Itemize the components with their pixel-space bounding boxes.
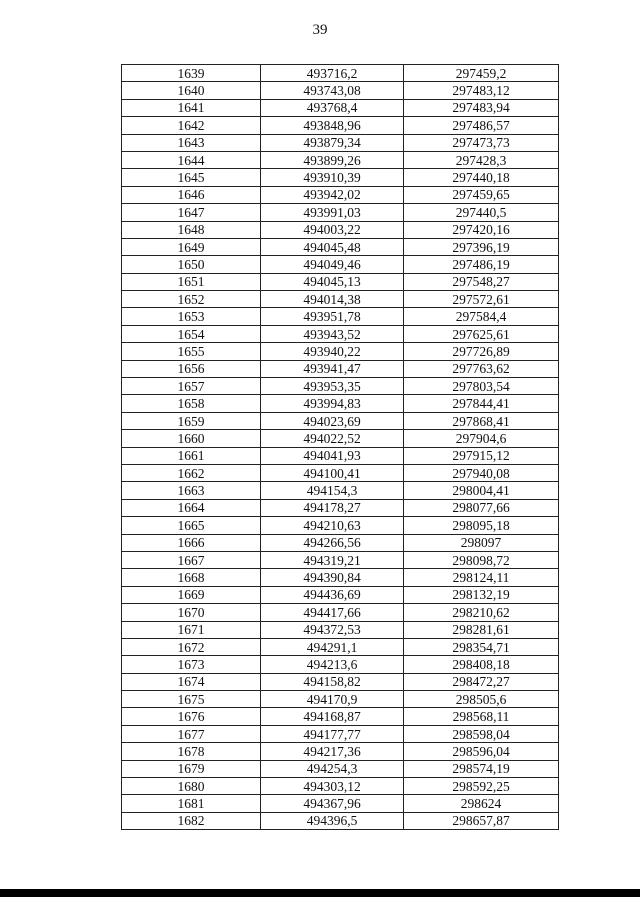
x-coordinate-cell: 494266,56 xyxy=(261,534,404,551)
point-number-cell: 1647 xyxy=(122,204,261,221)
point-number-cell: 1641 xyxy=(122,99,261,116)
point-number-cell: 1672 xyxy=(122,638,261,655)
point-number-cell: 1655 xyxy=(122,343,261,360)
x-coordinate-cell: 493910,39 xyxy=(261,169,404,186)
table-row xyxy=(122,291,559,308)
table-row xyxy=(122,151,559,168)
y-coordinate-cell: 297420,16 xyxy=(404,221,559,238)
coordinates-table xyxy=(121,64,559,830)
table-row xyxy=(122,325,559,342)
point-number-cell: 1664 xyxy=(122,499,261,516)
y-coordinate-cell: 297572,61 xyxy=(404,291,559,308)
point-number-cell: 1679 xyxy=(122,760,261,777)
point-number-cell: 1652 xyxy=(122,291,261,308)
point-number-cell: 1674 xyxy=(122,673,261,690)
y-coordinate-cell: 298095,18 xyxy=(404,517,559,534)
point-number-cell: 1676 xyxy=(122,708,261,725)
y-coordinate-cell: 298210,62 xyxy=(404,604,559,621)
table-row xyxy=(122,204,559,221)
y-coordinate-cell: 298281,61 xyxy=(404,621,559,638)
table-row xyxy=(122,604,559,621)
y-coordinate-cell: 297483,94 xyxy=(404,99,559,116)
x-coordinate-cell: 494303,12 xyxy=(261,778,404,795)
table-row xyxy=(122,238,559,255)
y-coordinate-cell: 297904,6 xyxy=(404,430,559,447)
table-row xyxy=(122,134,559,151)
point-number-cell: 1678 xyxy=(122,743,261,760)
y-coordinate-cell: 298472,27 xyxy=(404,673,559,690)
table-row xyxy=(122,221,559,238)
x-coordinate-cell: 493941,47 xyxy=(261,360,404,377)
table-row xyxy=(122,378,559,395)
table-row xyxy=(122,343,559,360)
point-number-cell: 1660 xyxy=(122,430,261,447)
scan-edge-bar xyxy=(0,889,640,897)
table-row xyxy=(122,673,559,690)
y-coordinate-cell: 298097 xyxy=(404,534,559,551)
point-number-cell: 1680 xyxy=(122,778,261,795)
point-number-cell: 1666 xyxy=(122,534,261,551)
y-coordinate-cell: 297440,18 xyxy=(404,169,559,186)
x-coordinate-cell: 493743,08 xyxy=(261,82,404,99)
y-coordinate-cell: 298077,66 xyxy=(404,499,559,516)
y-coordinate-cell: 298657,87 xyxy=(404,812,559,829)
table-row xyxy=(122,517,559,534)
point-number-cell: 1682 xyxy=(122,812,261,829)
y-coordinate-cell: 297473,73 xyxy=(404,134,559,151)
x-coordinate-cell: 494396,5 xyxy=(261,812,404,829)
x-coordinate-cell: 494045,13 xyxy=(261,273,404,290)
table-row xyxy=(122,464,559,481)
table-row xyxy=(122,308,559,325)
point-number-cell: 1661 xyxy=(122,447,261,464)
table-row xyxy=(122,621,559,638)
x-coordinate-cell: 493951,78 xyxy=(261,308,404,325)
x-coordinate-cell: 493991,03 xyxy=(261,204,404,221)
point-number-cell: 1658 xyxy=(122,395,261,412)
x-coordinate-cell: 494154,3 xyxy=(261,482,404,499)
point-number-cell: 1649 xyxy=(122,238,261,255)
y-coordinate-cell: 298098,72 xyxy=(404,551,559,568)
y-coordinate-cell: 297428,3 xyxy=(404,151,559,168)
point-number-cell: 1642 xyxy=(122,117,261,134)
point-number-cell: 1671 xyxy=(122,621,261,638)
x-coordinate-cell: 493953,35 xyxy=(261,378,404,395)
x-coordinate-cell: 494210,63 xyxy=(261,517,404,534)
table-row xyxy=(122,586,559,603)
x-coordinate-cell: 493716,2 xyxy=(261,65,404,82)
table-row xyxy=(122,186,559,203)
table-row xyxy=(122,812,559,829)
table-row xyxy=(122,743,559,760)
table-row xyxy=(122,256,559,273)
y-coordinate-cell: 298004,41 xyxy=(404,482,559,499)
y-coordinate-cell: 297483,12 xyxy=(404,82,559,99)
table-row xyxy=(122,65,559,82)
x-coordinate-cell: 494041,93 xyxy=(261,447,404,464)
table-row xyxy=(122,412,559,429)
point-number-cell: 1651 xyxy=(122,273,261,290)
x-coordinate-cell: 494254,3 xyxy=(261,760,404,777)
point-number-cell: 1675 xyxy=(122,691,261,708)
x-coordinate-cell: 494417,66 xyxy=(261,604,404,621)
x-coordinate-cell: 494023,69 xyxy=(261,412,404,429)
x-coordinate-cell: 494319,21 xyxy=(261,551,404,568)
x-coordinate-cell: 494178,27 xyxy=(261,499,404,516)
point-number-cell: 1648 xyxy=(122,221,261,238)
point-number-cell: 1665 xyxy=(122,517,261,534)
x-coordinate-cell: 494367,96 xyxy=(261,795,404,812)
point-number-cell: 1657 xyxy=(122,378,261,395)
y-coordinate-cell: 297940,08 xyxy=(404,464,559,481)
table-row xyxy=(122,447,559,464)
x-coordinate-cell: 494003,22 xyxy=(261,221,404,238)
y-coordinate-cell: 297625,61 xyxy=(404,325,559,342)
x-coordinate-cell: 494045,48 xyxy=(261,238,404,255)
point-number-cell: 1643 xyxy=(122,134,261,151)
y-coordinate-cell: 298574,19 xyxy=(404,760,559,777)
table-row xyxy=(122,273,559,290)
y-coordinate-cell: 298505,6 xyxy=(404,691,559,708)
table-row xyxy=(122,534,559,551)
point-number-cell: 1645 xyxy=(122,169,261,186)
point-number-cell: 1667 xyxy=(122,551,261,568)
x-coordinate-cell: 494170,9 xyxy=(261,691,404,708)
table-row xyxy=(122,760,559,777)
x-coordinate-cell: 494014,38 xyxy=(261,291,404,308)
table-row xyxy=(122,99,559,116)
x-coordinate-cell: 494100,41 xyxy=(261,464,404,481)
table-row xyxy=(122,569,559,586)
point-number-cell: 1681 xyxy=(122,795,261,812)
y-coordinate-cell: 297548,27 xyxy=(404,273,559,290)
coordinates-table-body xyxy=(122,65,559,830)
x-coordinate-cell: 493943,52 xyxy=(261,325,404,342)
x-coordinate-cell: 493768,4 xyxy=(261,99,404,116)
y-coordinate-cell: 298124,11 xyxy=(404,569,559,586)
y-coordinate-cell: 298592,25 xyxy=(404,778,559,795)
y-coordinate-cell: 297486,19 xyxy=(404,256,559,273)
y-coordinate-cell: 298598,04 xyxy=(404,725,559,742)
y-coordinate-cell: 297726,89 xyxy=(404,343,559,360)
y-coordinate-cell: 297915,12 xyxy=(404,447,559,464)
y-coordinate-cell: 297486,57 xyxy=(404,117,559,134)
x-coordinate-cell: 493940,22 xyxy=(261,343,404,360)
y-coordinate-cell: 298568,11 xyxy=(404,708,559,725)
point-number-cell: 1662 xyxy=(122,464,261,481)
point-number-cell: 1639 xyxy=(122,65,261,82)
x-coordinate-cell: 493899,26 xyxy=(261,151,404,168)
point-number-cell: 1644 xyxy=(122,151,261,168)
table-row xyxy=(122,360,559,377)
point-number-cell: 1659 xyxy=(122,412,261,429)
point-number-cell: 1646 xyxy=(122,186,261,203)
x-coordinate-cell: 494022,52 xyxy=(261,430,404,447)
table-row xyxy=(122,169,559,186)
y-coordinate-cell: 297868,41 xyxy=(404,412,559,429)
y-coordinate-cell: 297763,62 xyxy=(404,360,559,377)
y-coordinate-cell: 298624 xyxy=(404,795,559,812)
table-row xyxy=(122,499,559,516)
x-coordinate-cell: 494213,6 xyxy=(261,656,404,673)
x-coordinate-cell: 493879,34 xyxy=(261,134,404,151)
y-coordinate-cell: 297844,41 xyxy=(404,395,559,412)
table-row xyxy=(122,795,559,812)
y-coordinate-cell: 297459,65 xyxy=(404,186,559,203)
x-coordinate-cell: 493994,83 xyxy=(261,395,404,412)
x-coordinate-cell: 494049,46 xyxy=(261,256,404,273)
point-number-cell: 1677 xyxy=(122,725,261,742)
point-number-cell: 1650 xyxy=(122,256,261,273)
y-coordinate-cell: 298354,71 xyxy=(404,638,559,655)
table-row xyxy=(122,430,559,447)
table-row xyxy=(122,395,559,412)
point-number-cell: 1663 xyxy=(122,482,261,499)
table-row xyxy=(122,551,559,568)
point-number-cell: 1669 xyxy=(122,586,261,603)
table-row xyxy=(122,482,559,499)
page-number: 39 xyxy=(312,22,328,38)
y-coordinate-cell: 298132,19 xyxy=(404,586,559,603)
y-coordinate-cell: 297440,5 xyxy=(404,204,559,221)
y-coordinate-cell: 297459,2 xyxy=(404,65,559,82)
table-row xyxy=(122,691,559,708)
table-row xyxy=(122,778,559,795)
point-number-cell: 1668 xyxy=(122,569,261,586)
x-coordinate-cell: 494390,84 xyxy=(261,569,404,586)
y-coordinate-cell: 297803,54 xyxy=(404,378,559,395)
y-coordinate-cell: 298596,04 xyxy=(404,743,559,760)
table-row xyxy=(122,656,559,673)
y-coordinate-cell: 297396,19 xyxy=(404,238,559,255)
point-number-cell: 1654 xyxy=(122,325,261,342)
x-coordinate-cell: 494177,77 xyxy=(261,725,404,742)
y-coordinate-cell: 297584,4 xyxy=(404,308,559,325)
table-row xyxy=(122,725,559,742)
x-coordinate-cell: 494372,53 xyxy=(261,621,404,638)
x-coordinate-cell: 494168,87 xyxy=(261,708,404,725)
x-coordinate-cell: 494291,1 xyxy=(261,638,404,655)
point-number-cell: 1673 xyxy=(122,656,261,673)
table-row xyxy=(122,82,559,99)
y-coordinate-cell: 298408,18 xyxy=(404,656,559,673)
table-row xyxy=(122,638,559,655)
x-coordinate-cell: 494158,82 xyxy=(261,673,404,690)
table-row xyxy=(122,117,559,134)
table-row xyxy=(122,708,559,725)
x-coordinate-cell: 494436,69 xyxy=(261,586,404,603)
point-number-cell: 1640 xyxy=(122,82,261,99)
point-number-cell: 1653 xyxy=(122,308,261,325)
x-coordinate-cell: 493848,96 xyxy=(261,117,404,134)
point-number-cell: 1656 xyxy=(122,360,261,377)
x-coordinate-cell: 493942,02 xyxy=(261,186,404,203)
x-coordinate-cell: 494217,36 xyxy=(261,743,404,760)
point-number-cell: 1670 xyxy=(122,604,261,621)
